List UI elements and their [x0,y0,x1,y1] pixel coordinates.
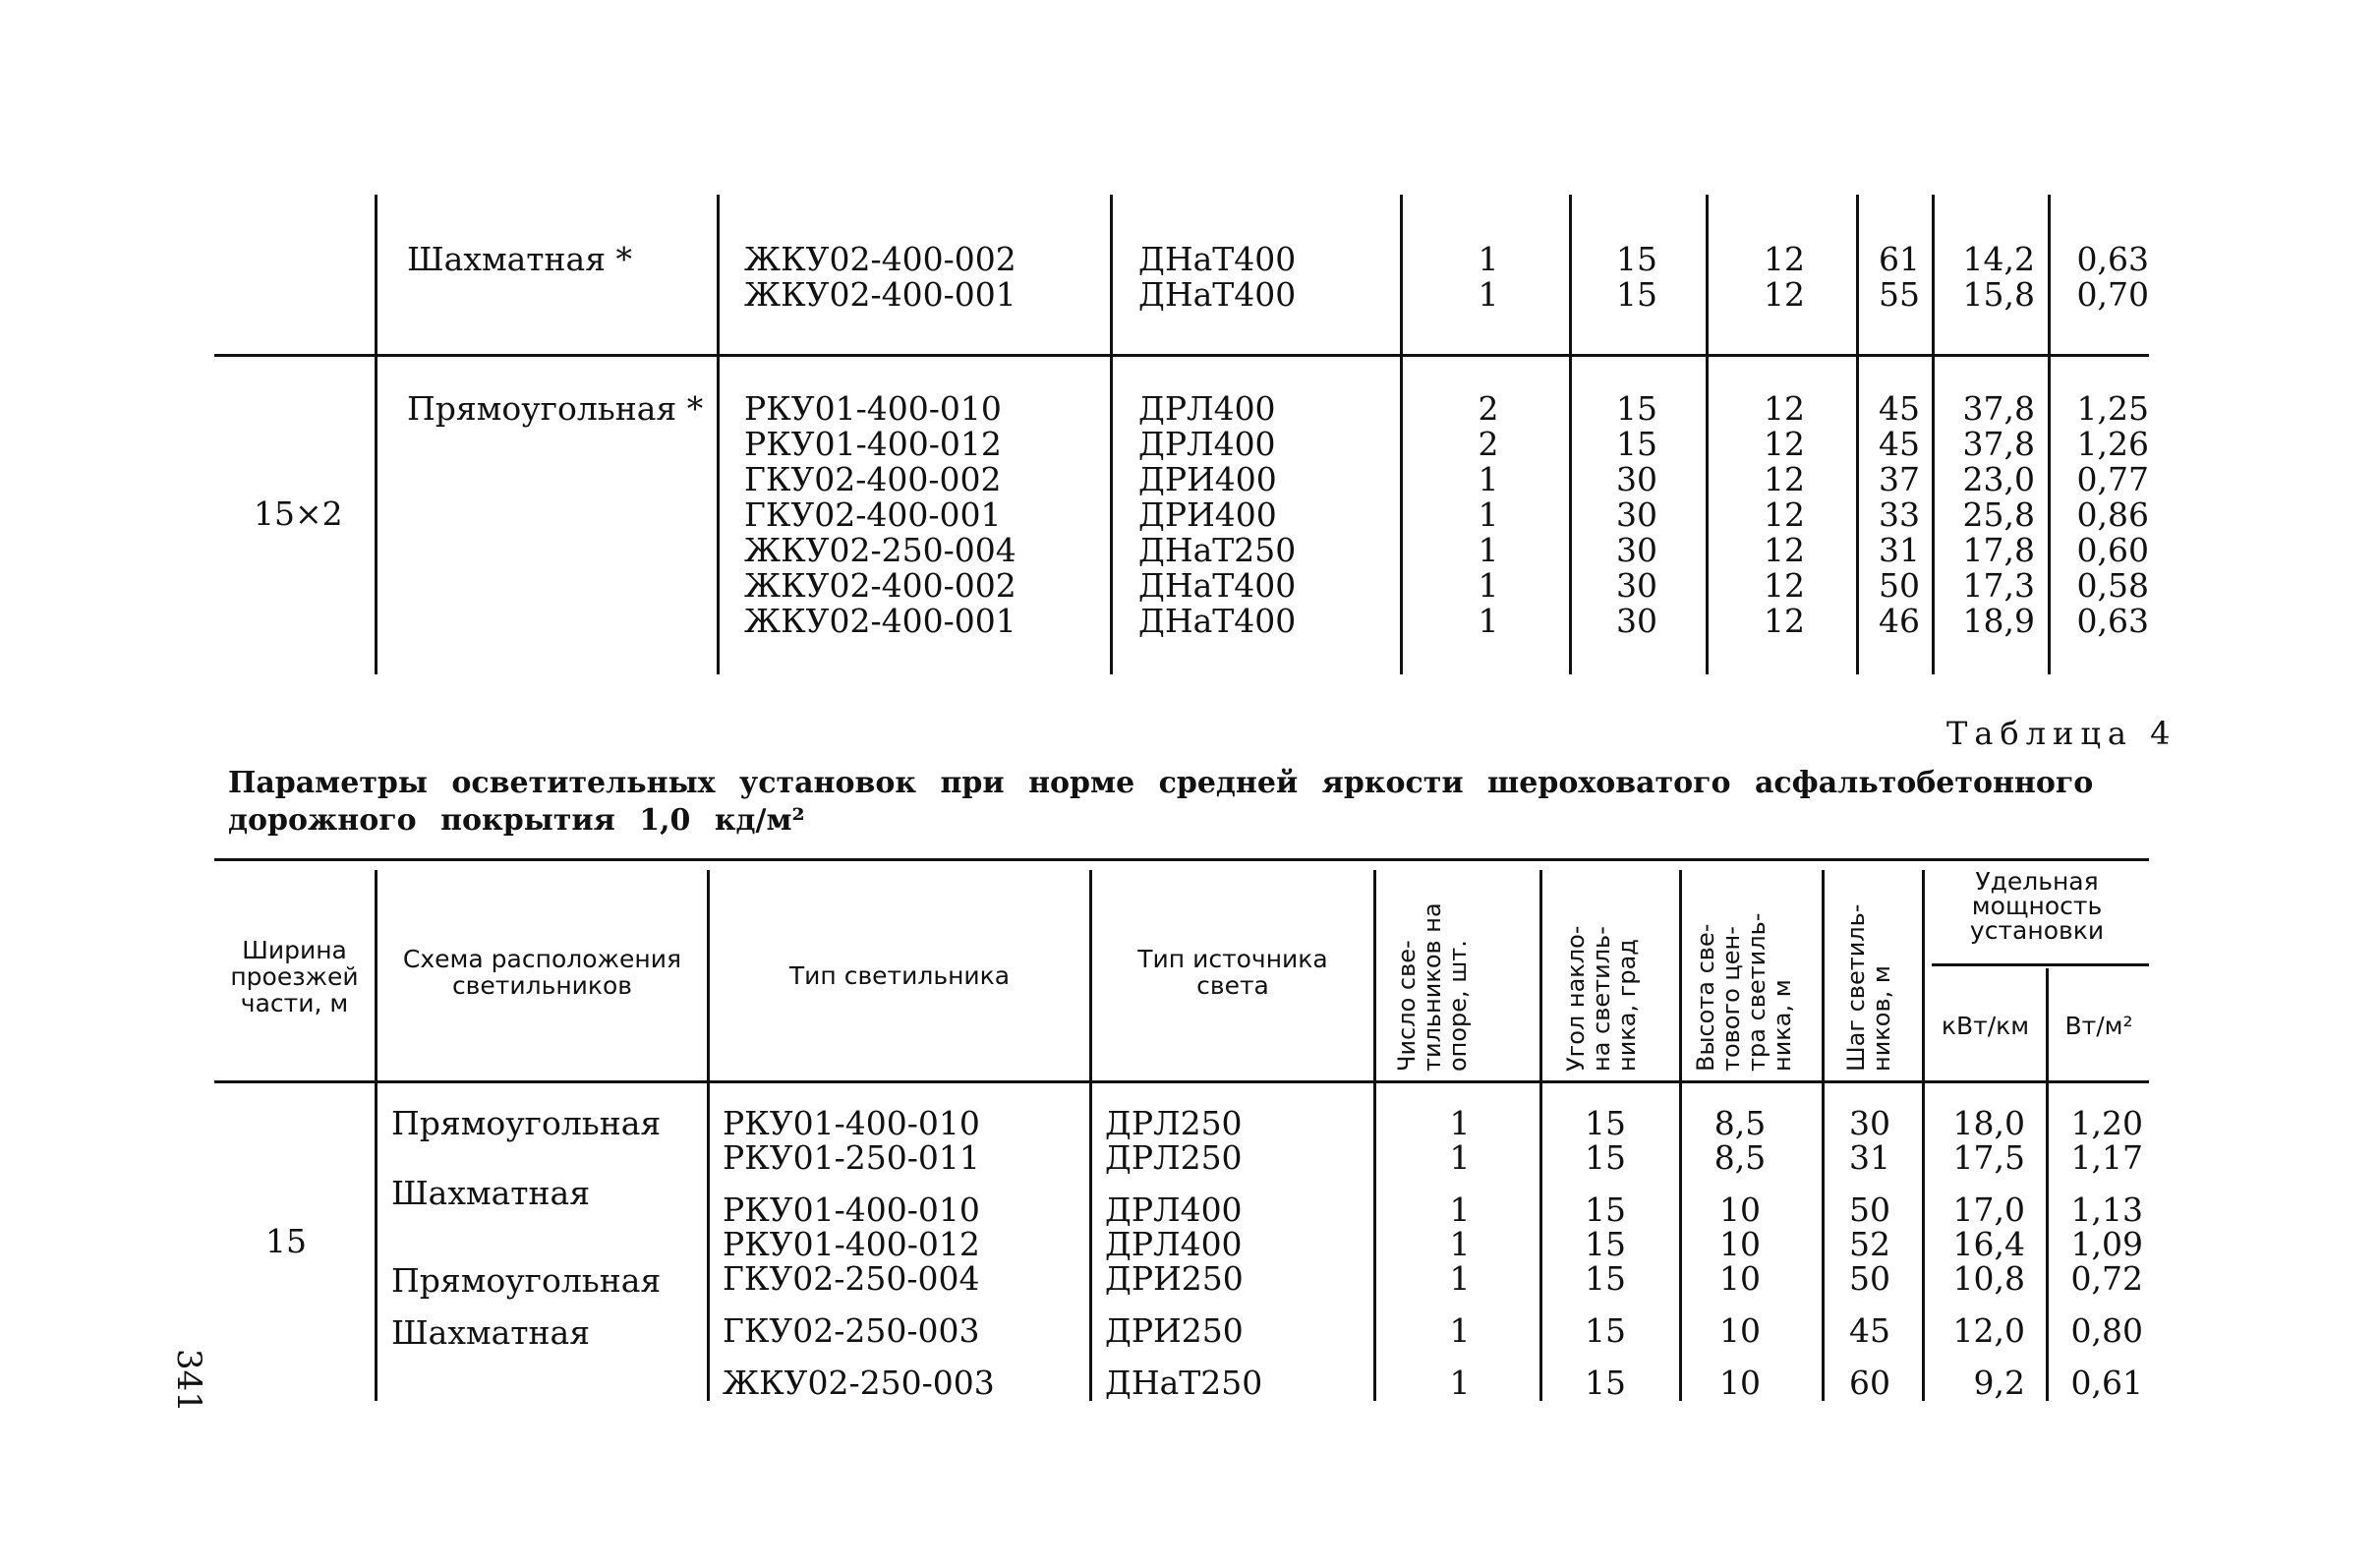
t4-width: 15 [265,1222,307,1260]
top-vline-5 [1569,195,1572,674]
t4-kw-km: 18,0 17,5 17,0 16,4 10,8 12,0 9,2 [1952,1104,2025,1402]
t4-step: 30 31 50 52 50 45 60 [1849,1104,1890,1402]
hdr-kw-km: кВт/км [1941,1012,2030,1040]
t4-vline-7 [1822,870,1825,1401]
hdr-count: Число све- тильников на опоре, шт. [1393,902,1472,1072]
top-vline-7 [1856,195,1859,674]
top-a-kwkm: 14,2 15,8 [1962,240,2035,314]
t4-sources: ДРЛ250 ДРЛ250 ДРЛ400 ДРЛ400 ДРИ250 ДРИ250 ДНаТ250 [1105,1104,1263,1402]
hdr-angle: Угол накло- на светиль- ника, град [1562,925,1641,1072]
t4-top-rule [214,858,2149,861]
t4-power-subrule [1932,963,2149,966]
top-vline-9 [2048,195,2051,674]
top-b-angle: 15 15 30 30 30 30 30 [1616,389,1657,640]
t4-schemes: Прямоугольная Шахматная Прямоугольная Шахматная [391,1104,662,1352]
hdr-luminaire-type: Тип светильника [788,961,1011,990]
top-a-count: 1 1 [1478,240,1499,314]
top-a-wm2: 0,63 0,70 [2076,240,2149,314]
hdr-height: Высота све- тового цен- тра светиль- ника, м [1692,912,1796,1072]
table-caption: Таблица 4 [1946,715,2177,752]
hdr-scheme: Схема расположения светильников [402,945,682,1000]
top-b-count: 2 2 1 1 1 1 1 [1478,389,1499,640]
hdr-power-group: Удельная мощность установки [1969,867,2105,945]
top-b-step: 45 45 37 33 31 50 46 [1879,389,1920,640]
hdr-step: Шаг светиль- ников, м [1842,903,1895,1072]
top-separator [214,354,2149,357]
top-vline-1 [375,195,377,674]
top-b-kwkm: 37,8 37,8 23,0 25,8 17,8 17,3 18,9 [1962,389,2035,640]
top-a-angle: 15 15 [1616,240,1657,314]
t4-vline-5 [1539,870,1542,1401]
t4-count: 1 1 1 1 1 1 1 [1449,1104,1471,1402]
t4-angle: 15 15 15 15 15 15 15 [1585,1104,1626,1402]
top-vline-4 [1400,195,1403,674]
top-a-luminaires: ЖКУ02-400-002 ЖКУ02-400-001 [744,240,1016,314]
hdr-width: Ширина проезжей части, м [230,936,359,1017]
t4-vline-8 [1922,870,1925,1401]
t4-w-m2: 1,20 1,17 1,13 1,09 0,72 0,80 0,61 [2070,1104,2143,1402]
top-b-sources: ДРЛ400 ДРЛ400 ДРИ400 ДРИ400 ДНаТ250 ДНаТ400 ДНаТ400 [1138,389,1297,640]
t4-vline-4 [1373,870,1376,1401]
top-a-height: 12 12 [1764,240,1805,314]
top-b-luminaires: РКУ01-400-010 РКУ01-400-012 ГКУ02-400-002 ГКУ02-400-001 ЖКУ02-250-004 ЖКУ02-400-002 ЖКУ02-400-001 [744,389,1016,640]
top-vline-2 [717,195,720,674]
top-b-scheme: Прямоугольная * [407,389,704,428]
t4-vline-6 [1679,870,1682,1401]
table-title: Параметры осветительных установок при норме средней яркости шероховатого асфальтобетонного дорожного покрытия 1,0 кд/м² [228,766,2094,838]
page-number: 341 [169,1349,208,1413]
top-a-scheme: Шахматная * [407,240,633,278]
top-a-sources: ДНаТ400 ДНаТ400 [1138,240,1297,314]
hdr-w-m2: Вт/м² [2064,1012,2133,1040]
top-b-height: 12 12 12 12 12 12 12 [1764,389,1805,640]
top-b-width: 15×2 [254,494,343,533]
t4-header-rule [214,1080,2149,1083]
t4-height: 8,5 8,5 10 10 10 10 10 [1713,1104,1767,1402]
top-vline-6 [1706,195,1709,674]
top-a-step: 61 55 [1879,240,1920,314]
top-b-wm2: 1,25 1,26 0,77 0,86 0,60 0,58 0,63 [2076,389,2149,640]
t4-luminaires: РКУ01-400-010 РКУ01-250-011 РКУ01-400-010 РКУ01-400-012 ГКУ02-250-004 ГКУ02-250-003 ЖКУ02-250-003 [723,1104,995,1402]
top-vline-3 [1110,195,1113,674]
top-vline-8 [1932,195,1935,674]
t4-vline-2 [707,870,710,1401]
hdr-source-type: Тип источника света [1137,945,1328,1000]
